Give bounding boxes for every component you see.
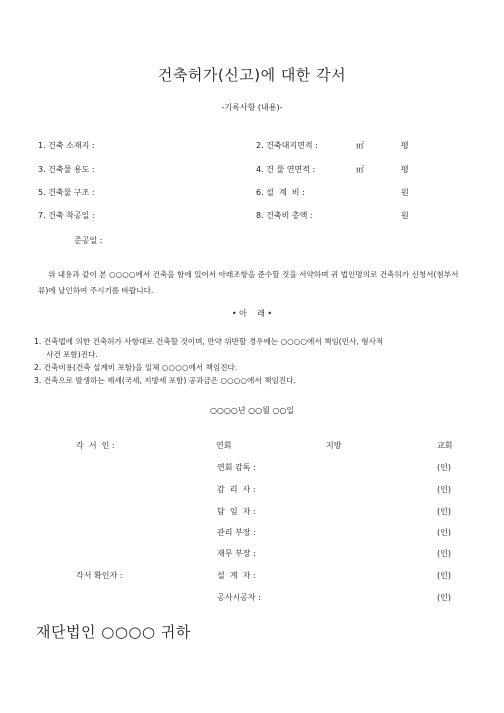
field-site-area-label: 2. 건축대지면적 :: [256, 141, 318, 150]
field-site-label: 1. 건축 소재지 :: [38, 141, 95, 150]
signature-row-label: 관리 부장 :: [217, 528, 256, 537]
terms-list: [34, 336, 474, 388]
signature-row-label: 공사시공자 :: [217, 593, 261, 602]
term-item: 3. 건축으로 발생하는 제세(국세, 지방세 포함) 공과금은 ○○○○에서 책임진다.: [34, 376, 296, 385]
confirmer-label: 각서 확인자 :: [76, 571, 123, 580]
signature-row-label: 담 임 자 :: [217, 507, 256, 516]
document-date: ○○○○년 ○○월 ○○일: [209, 406, 295, 415]
seal-mark: (인): [437, 528, 451, 537]
document-subtitle: -기록사항 (내용)-: [221, 103, 283, 112]
field-use-label: 3. 건축물 용도 :: [38, 165, 95, 174]
signature-row-label: 연회 감독 :: [217, 463, 256, 472]
field-floor-area-unit-pyeong: 평: [401, 165, 409, 174]
field-floor-area-unit-sqm: ㎡: [356, 165, 364, 174]
field-total-cost-unit: 원: [401, 211, 409, 220]
signer-label: 각 서 인 :: [76, 441, 115, 450]
field-site-area-unit-pyeong: 평: [401, 141, 409, 150]
column-yeonhoe: 연회: [216, 441, 232, 450]
seal-mark: (인): [437, 485, 451, 494]
terms-heading: • 아 래 •: [231, 309, 273, 318]
seal-mark: (인): [437, 593, 451, 602]
intro-paragraph: 위 내용과 같이 본 ○○○○에서 건축을 함에 있어서 아래조항을 준수할 것을 서약하며 귀 법인명의로 건축허가 신청서(첨부서류)에 날인하여 주시기를 바랍니다.: [38, 270, 459, 295]
signature-row-label: 설 계 자 :: [217, 571, 256, 580]
field-structure-label: 5. 건축물 구조 :: [38, 188, 95, 197]
field-site-area-unit-sqm: ㎡: [356, 141, 364, 150]
field-total-cost-label: 8. 건축비 총액 :: [256, 211, 313, 220]
signature-row-label: 재무 부장 :: [217, 549, 256, 558]
seal-mark: (인): [437, 549, 451, 558]
term-item: 1. 건축법에 의한 건축허가 사항대로 건축할 것이며, 만약 위반할 경우에는 ○○○○에서 책임(민사, 형사적: [34, 337, 384, 346]
field-design-fee-unit: 원: [401, 188, 409, 197]
term-item-continuation: 사건 포함)진다.: [46, 350, 98, 359]
seal-mark: (인): [437, 571, 451, 580]
field-floor-area-label: 4. 건 물 연면적 :: [256, 165, 316, 174]
term-item: 2. 건축비용(건축 설계비 포함)을 일체 ○○○○에서 책임진다.: [34, 363, 238, 372]
field-completion-label: 준공일 :: [74, 236, 103, 245]
document-title: 건축허가(신고)에 대한 각서: [157, 66, 347, 84]
field-design-fee-label: 6. 설 계 비 :: [256, 188, 305, 197]
addressee: 재단법인 ○○○○ 귀하: [36, 623, 191, 641]
column-gyohoe: 교회: [437, 441, 453, 450]
seal-mark: (인): [437, 507, 451, 516]
column-jibang: 지방: [326, 441, 342, 450]
field-start-label: 7. 건축 착공일 :: [38, 211, 95, 220]
signature-row-label: 감 리 사 :: [217, 485, 256, 494]
seal-mark: (인): [437, 463, 451, 472]
